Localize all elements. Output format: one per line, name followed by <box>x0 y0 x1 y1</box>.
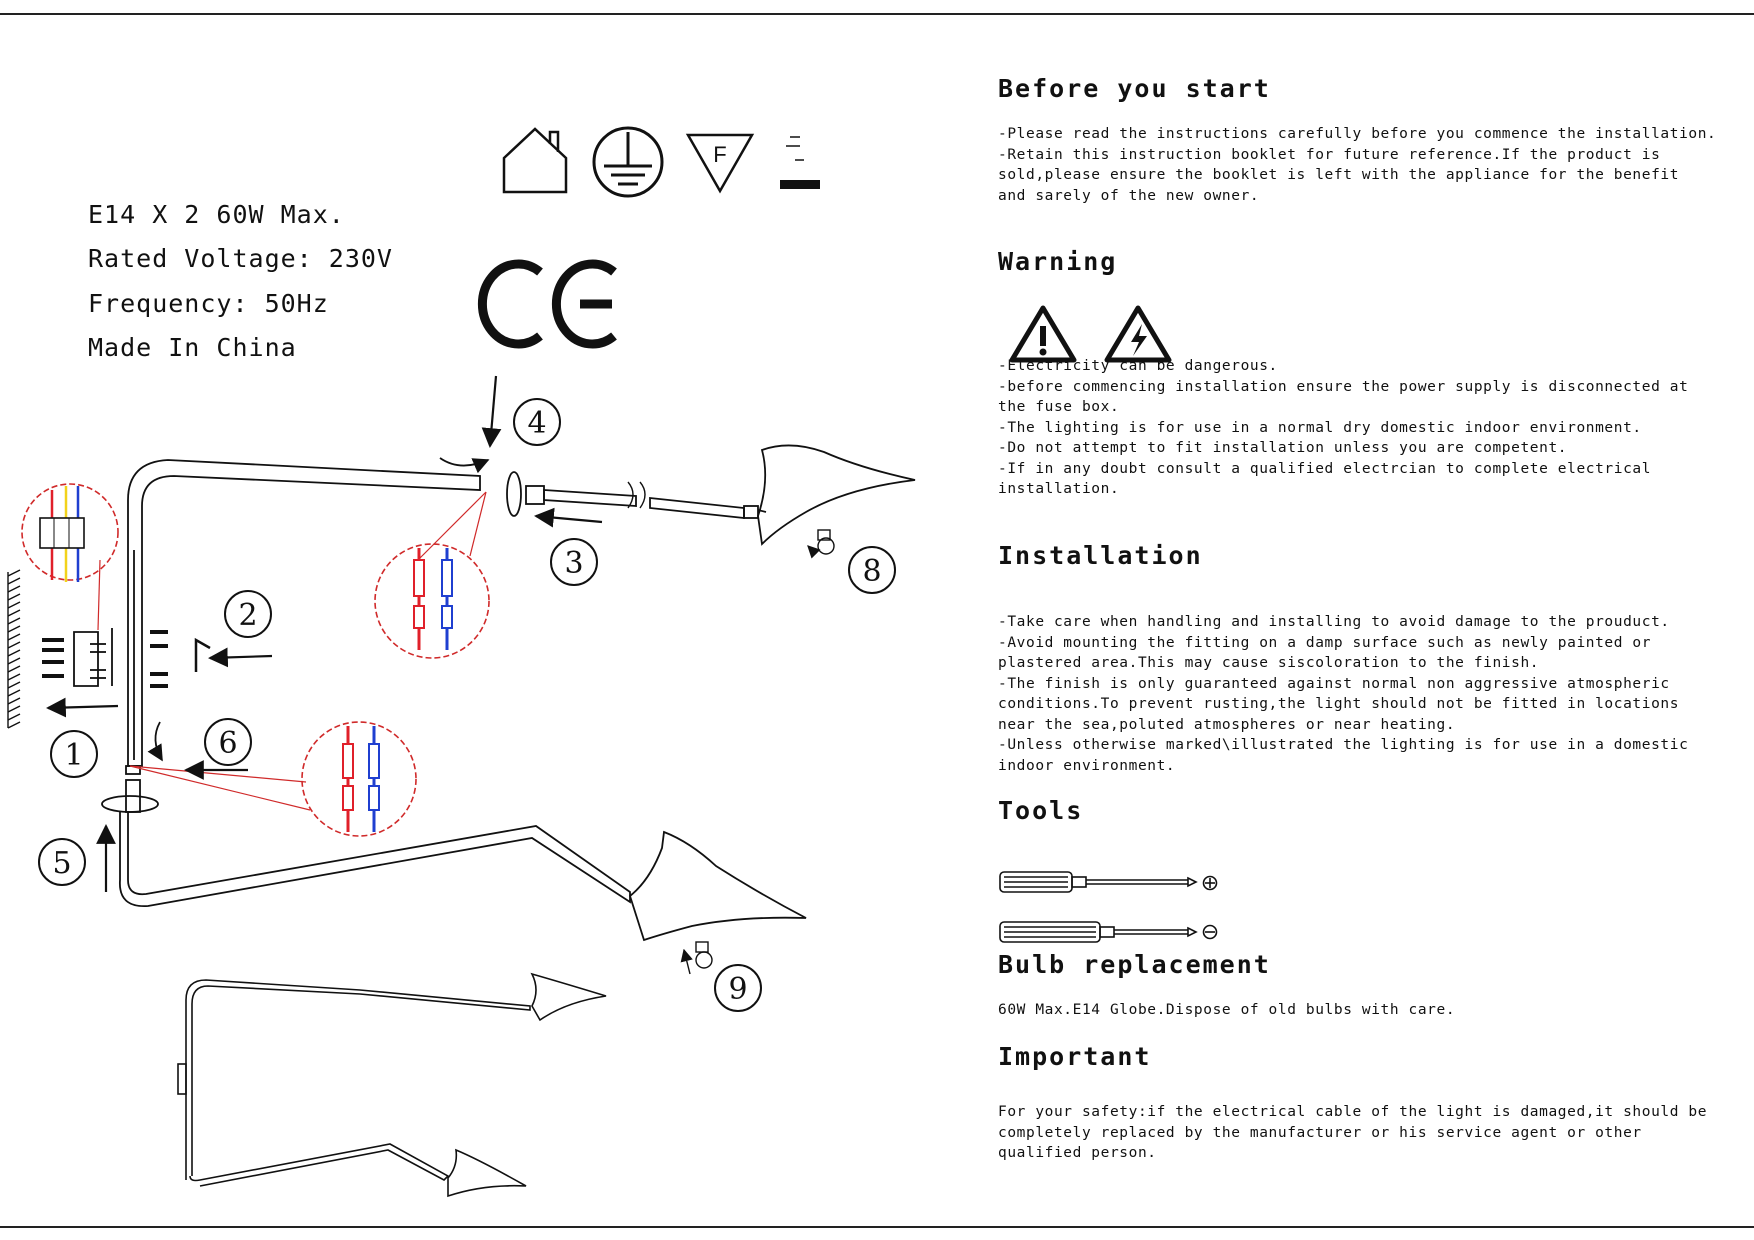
installation-line: -The finish is only guaranteed against normal non aggressive atmospheric <box>998 675 1670 692</box>
important-line: For your safety:if the electrical cable of the light is damaged,it should be <box>998 1104 1708 1120</box>
heading-tools: Tools <box>998 796 1084 825</box>
electrical-hazard-icon <box>1107 308 1169 360</box>
indoor-use-house-icon <box>504 129 566 192</box>
wall-mount-tube <box>126 460 480 774</box>
earth-ground-icon <box>594 128 662 196</box>
spec-lamp: E14 X 2 60W Max. <box>88 200 345 229</box>
warning-text <box>998 356 1698 500</box>
important-line: completely replaced by the manufacturer or his service agent or other <box>998 1124 1642 1141</box>
bulb-line: 60W Max.E14 Globe.Dispose of old bulbs with care. <box>998 1002 1456 1018</box>
step-number-3: 3 <box>564 546 584 581</box>
important-line: qualified person. <box>998 1145 1157 1161</box>
installation-line: -Take care when handling and installing to avoid damage to the prouduct. <box>998 614 1670 630</box>
distance-mark-icon <box>780 137 820 189</box>
assembled-lamp-drawing <box>178 974 606 1196</box>
bracket-hook <box>196 640 210 672</box>
installation-line: plastered area.This may cause siscoloration to the finish. <box>998 655 1540 671</box>
spec-voltage: Rated Voltage: 230V <box>88 244 393 273</box>
heading-important: Important <box>998 1042 1152 1071</box>
upper-wire-connector-callout <box>375 492 489 658</box>
important-text <box>998 1102 1708 1164</box>
installation-line: indoor environment. <box>998 757 1176 774</box>
spec-origin: Made In China <box>88 333 297 362</box>
heading-warning: Warning <box>998 247 1118 276</box>
step-number-6: 6 <box>218 726 238 761</box>
before-you-start-text <box>998 124 1717 206</box>
before-line: -Retain this instruction booklet for future reference.If the product is <box>998 146 1661 163</box>
f-mark-triangle-icon <box>688 135 752 191</box>
bulb-replacement-text <box>998 1000 1698 1021</box>
bottom-border-rule <box>0 1226 1754 1228</box>
rotation-arrows <box>102 458 521 812</box>
step-number-1: 1 <box>64 738 84 773</box>
installation-line: -Unless otherwise marked\illustrated the lighting is for use in a domestic <box>998 737 1689 753</box>
installation-text <box>998 612 1698 776</box>
upper-lamp-shade <box>758 445 915 544</box>
terminal-block-callout <box>22 484 118 630</box>
tools-drawing <box>998 866 1258 956</box>
step-number-8: 8 <box>862 554 882 589</box>
class-mark-letter: F <box>713 142 727 167</box>
installation-line: near the sea,poluted atmospheres or near heating. <box>998 716 1456 733</box>
general-warning-icon <box>1012 308 1074 360</box>
before-line: and sarely of the new owner. <box>998 187 1260 204</box>
step-number-5: 5 <box>52 846 72 881</box>
step-number-2: 2 <box>238 598 258 633</box>
spec-frequency: Frequency: 50Hz <box>88 289 329 318</box>
warning-line: -The lighting is for use in a normal dry domestic indoor environment. <box>998 419 1642 436</box>
installation-line: -Avoid mounting the fitting on a damp surface such as newly painted or <box>998 634 1652 651</box>
mounting-bracket <box>74 628 112 686</box>
bulb-icon-8 <box>808 530 834 554</box>
heading-installation: Installation <box>998 541 1203 570</box>
lower-wire-connector-callout <box>130 722 416 836</box>
wall-hatch <box>8 570 20 728</box>
warning-line: installation. <box>998 481 1120 497</box>
direction-arrows <box>48 376 602 892</box>
wall-screws <box>42 630 168 688</box>
warning-icons <box>1008 304 1188 364</box>
warning-line: -Do not attempt to fit installation unless you are competent. <box>998 440 1568 456</box>
warning-line: -before commencing installation ensure the power supply is disconnected at <box>998 378 1689 395</box>
upper-swing-arm <box>526 482 766 518</box>
step-number-9: 9 <box>728 972 748 1007</box>
before-line: sold,please ensure the booklet is left with the appliance for the benefit <box>998 167 1680 183</box>
ce-mark-icon <box>482 264 614 344</box>
installation-line: conditions.To prevent rusting,the light should not be fitted in locations <box>998 696 1680 712</box>
warning-line: the fuse box. <box>998 399 1120 415</box>
bulb-icon-9 <box>684 942 712 974</box>
phillips-screwdriver-icon <box>1000 872 1217 892</box>
warning-line: -Electricity can be dangerous. <box>998 358 1278 374</box>
flathead-screwdriver-icon <box>1000 922 1217 942</box>
before-line: -Please read the instructions carefully before you commence the installation. <box>998 126 1717 142</box>
warning-line: -If in any doubt consult a qualified electrcian to complete electrical <box>998 460 1652 477</box>
heading-bulb-replacement: Bulb replacement <box>998 950 1271 979</box>
step-number-4: 4 <box>527 406 547 441</box>
lower-lamp-shade <box>630 832 806 940</box>
heading-before-you-start: Before you start <box>998 74 1271 103</box>
